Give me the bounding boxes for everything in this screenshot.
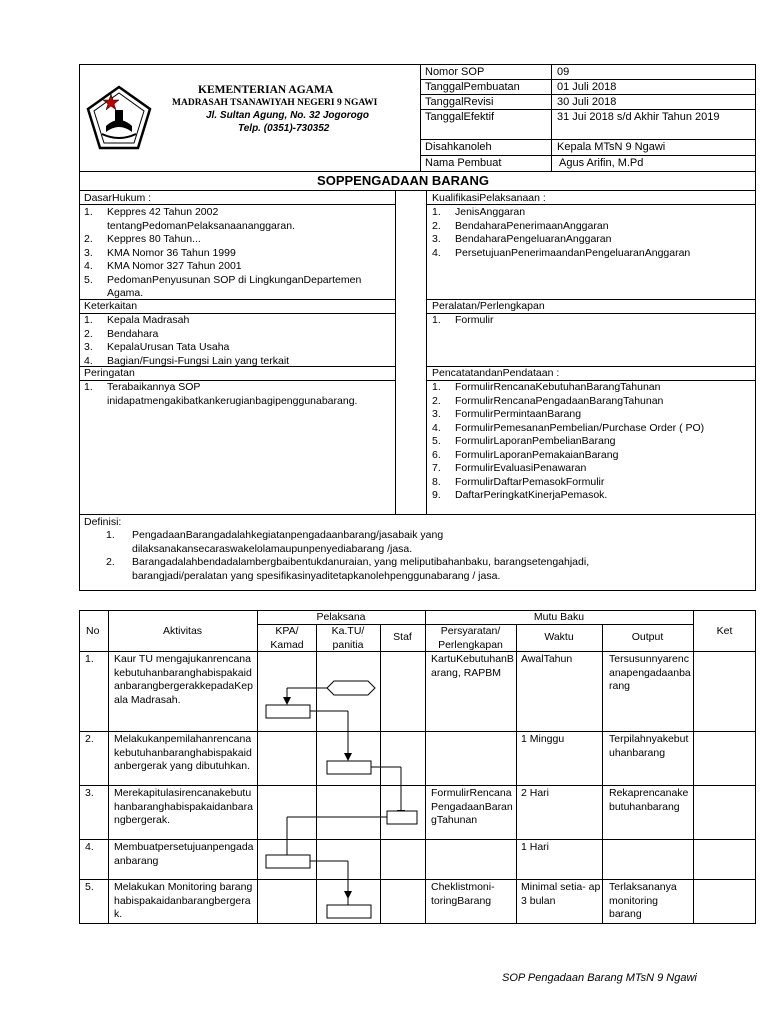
list-item: 2. BendaharaPenerimaanAnggaran bbox=[432, 219, 609, 232]
meta-value-disahkan: Kepala MTsN 9 Ngawi bbox=[557, 141, 666, 153]
row1-no: 1. bbox=[85, 653, 94, 665]
meta-label-pembuatan: TanggalPembuatan bbox=[425, 81, 520, 93]
row5-persyaratan: Cheklistmoni- toringBarang bbox=[431, 881, 495, 907]
row2-waktu: 1 Minggu bbox=[521, 733, 565, 745]
col-pelaksana: Pelaksana bbox=[316, 611, 366, 623]
row3-no: 3. bbox=[85, 787, 94, 799]
list-item: 1. PengadaanBarangadalahkegiatanpengadaanbarang/jasabaik yang dilaksanakansecaraswakelolamaupunpenyediabarang /jasa. bbox=[106, 529, 444, 555]
flow-start-terminator bbox=[327, 681, 375, 695]
col-staf: Staf bbox=[393, 631, 412, 643]
list-item: 1. Kepala Madrasah bbox=[84, 314, 190, 326]
list-item: 8. FormulirDaftarPemasokFormulir bbox=[432, 475, 605, 488]
list-item: 6. FormulirLaporanPemakaianBarang bbox=[432, 448, 619, 461]
list-item: 2. Barangadalahbendadalambergbaibentukdanuraian, yang meliputibahanbaku, barangsetengahjadi, barangjadi/peralatan yang spesifikasinyaditetapkanolehpenggunabarang / jasa. bbox=[106, 556, 590, 582]
definisi-heading: Definisi: bbox=[84, 516, 122, 528]
row5-aktivitas: Melakukan Monitoring baranghabispakaidanbarangbergerak. bbox=[114, 881, 253, 920]
list-item: 1. FormulirRencanaKebutuhanBarangTahunan bbox=[432, 381, 661, 393]
col-persyaratan: Persyaratan/ Perlengkapan bbox=[438, 625, 503, 651]
col-mutu: Mutu Baku bbox=[533, 611, 585, 623]
list-item: 9. DaftarPeringkatKinerjaPemasok. bbox=[432, 489, 608, 501]
list-item: 4. FormulirPemesananPembelian/Purchase Order ( PO) bbox=[432, 421, 705, 434]
col-katu: Ka.TU/ panitia bbox=[331, 625, 365, 651]
col-no: No bbox=[86, 625, 100, 637]
row1-aktivitas: Kaur TU mengajukanrencanakebutuhanbaranghabispakaidanbarangbergerakkepadaKepala Madrasah. bbox=[114, 653, 253, 706]
row1-waktu: AwalTahun bbox=[521, 653, 573, 665]
list-item: 4. Bagian/Fungsi-Fungsi Lain yang terkait bbox=[84, 354, 290, 367]
list-item: 2. FormulirRencanaPengadaanBarangTahunan bbox=[432, 394, 664, 407]
school-address: Jl. Sultan Agung, No. 32 Jogorogo bbox=[206, 110, 369, 121]
flow-process-box bbox=[266, 855, 310, 868]
meta-value-pembuat: Agus Arifin, M.Pd bbox=[559, 157, 644, 169]
meta-value-revisi: 30 Juli 2018 bbox=[557, 96, 617, 108]
pencatatan-heading: PencatatandanPendataan : bbox=[432, 367, 560, 379]
meta-label-nomor: Nomor SOP bbox=[425, 66, 485, 78]
row1-persyaratan: KartuKebutuhanBarang, RAPBM bbox=[431, 653, 514, 679]
flow-process-box bbox=[327, 905, 371, 918]
col-waktu: Waktu bbox=[544, 631, 574, 643]
list-item: 1. Formulir bbox=[432, 314, 494, 326]
row3-waktu: 2 Hari bbox=[521, 787, 550, 799]
list-item: 7. FormulirEvaluasiPenawaran bbox=[432, 462, 587, 474]
meta-value-pembuatan: 01 Juli 2018 bbox=[557, 81, 617, 93]
row3-output: Rekaprencanakebutuhanbarang bbox=[609, 787, 689, 813]
col-kpa: KPA/ Kamad bbox=[270, 625, 304, 651]
list-item: 3. FormulirPermintaanBarang bbox=[432, 408, 582, 420]
meta-value-nomor: 09 bbox=[557, 66, 570, 78]
list-item: 2. Bendahara bbox=[84, 327, 159, 340]
school-phone: Telp. (0351)-730352 bbox=[238, 123, 330, 134]
list-item: 4. KMA Nomor 327 Tahun 2001 bbox=[84, 260, 242, 272]
kualifikasi-heading: KualifikasiPelaksanaan : bbox=[432, 192, 546, 204]
meta-label-revisi: TanggalRevisi bbox=[425, 96, 494, 108]
flow-process-box bbox=[266, 705, 310, 718]
row3-aktivitas: Merekapitulasirencanakebutuhanbaranghabispakaidanbarangbergerak. bbox=[114, 787, 253, 826]
page-footer: SOP Pengadaan Barang MTsN 9 Ngawi bbox=[502, 972, 697, 984]
row2-no: 2. bbox=[85, 733, 94, 745]
row3-persyaratan: FormulirRencanaPengadaanBarangTahunan bbox=[431, 787, 513, 826]
page-title: SOPPENGADAAN BARANG bbox=[317, 173, 489, 188]
meta-label-efektif: TanggalEfektif bbox=[425, 111, 495, 123]
list-item: 1. Terabaikannya SOP inidapatmengakibatkankerugianbagipenggunabarang. bbox=[84, 381, 358, 407]
flow-process-box bbox=[327, 761, 371, 774]
row5-no: 5. bbox=[85, 881, 94, 893]
list-item: 5. FormulirLaporanPembelianBarang bbox=[432, 435, 616, 447]
list-item: 1. JenisAnggaran bbox=[432, 206, 526, 218]
dasar-hukum-heading: DasarHukum : bbox=[84, 192, 152, 204]
list-item: 1. Keppres 42 Tahun 2002 tentangPedomanPelaksanaananggaran. bbox=[84, 206, 295, 232]
list-item: 3. KepalaUrusan Tata Usaha bbox=[84, 341, 230, 353]
list-item: 3. KMA Nomor 36 Tahun 1999 bbox=[84, 246, 236, 259]
col-aktivitas: Aktivitas bbox=[162, 625, 203, 637]
row4-aktivitas: Membuatpersetujuanpengadaanbarang bbox=[114, 841, 254, 867]
row2-output: Terpilahnyakebutuhanbarang bbox=[609, 733, 689, 759]
keterkaitan-heading: Keterkaitan bbox=[84, 300, 138, 312]
row5-waktu: Minimal setia- ap 3 bulan bbox=[521, 881, 601, 907]
peringatan-heading: Peringatan bbox=[84, 367, 135, 379]
row1-output: Tersusunnyarencanapengadaanbarang bbox=[609, 653, 691, 692]
meta-label-disahkan: Disahkanoleh bbox=[425, 141, 492, 153]
list-item: 4. PersetujuanPenerimaandanPengeluaranAnggaran bbox=[432, 246, 691, 259]
col-ket: Ket bbox=[716, 625, 733, 637]
meta-label-pembuat: Nama Pembuat bbox=[425, 157, 502, 169]
row2-aktivitas: Melakukanpemilahanrencanakebutuhanbaranghabispakaidanbergerak yang dibutuhkan. bbox=[114, 733, 252, 772]
list-item: 3. BendaharaPengeluaranAnggaran bbox=[432, 233, 612, 245]
list-item: 5. PedomanPenyusunan SOP di LingkunganDepartemen Agama. bbox=[84, 273, 362, 299]
meta-value-efektif: 31 Jui 2018 s/d Akhir Tahun 2019 bbox=[557, 111, 720, 123]
ministry-name: KEMENTERIAN AGAMA bbox=[198, 84, 334, 96]
col-output: Output bbox=[631, 631, 664, 643]
row5-output: Terlaksananya monitoring barang bbox=[609, 881, 677, 920]
school-name: MADRASAH TSANAWIYAH NEGERI 9 NGAWI bbox=[172, 98, 378, 108]
row4-no: 4. bbox=[85, 841, 94, 853]
list-item: 2. Keppres 80 Tahun... bbox=[84, 233, 201, 245]
row4-waktu: 1 Hari bbox=[521, 841, 550, 853]
flow-process-box bbox=[387, 811, 417, 824]
peralatan-heading: Peralatan/Perlengkapan bbox=[432, 300, 545, 312]
